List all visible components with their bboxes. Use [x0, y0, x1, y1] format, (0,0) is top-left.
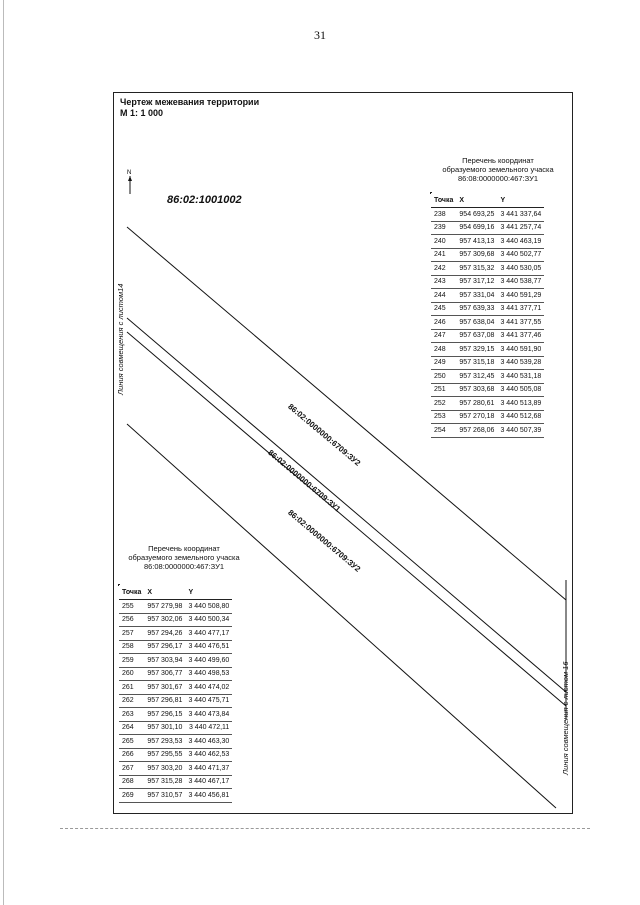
table-row: [119, 613, 232, 627]
cell-point: 243: [431, 275, 456, 289]
col-point: Точка: [431, 193, 456, 208]
cell-y: 3 441 337,64: [497, 208, 544, 222]
cell-x: 957 268,06: [456, 424, 497, 438]
bottom-coordinate-table: [118, 584, 230, 799]
cell-y: 3 440 531,18: [497, 370, 544, 384]
cell-x: 957 296,81: [144, 694, 185, 708]
cell-x: 957 294,26: [144, 627, 185, 641]
cell-x: 957 637,08: [456, 329, 497, 343]
cell-y: 3 441 257,74: [497, 221, 544, 235]
cell-y: 3 440 476,51: [185, 640, 232, 654]
cell-x: 957 303,68: [456, 383, 497, 397]
col-x: X: [144, 585, 185, 600]
cell-point: 242: [431, 262, 456, 276]
cell-y: 3 440 505,08: [497, 383, 544, 397]
cell-point: 244: [431, 289, 456, 303]
cell-point: 263: [119, 708, 144, 722]
cell-point: 259: [119, 654, 144, 668]
cell-x: 957 280,61: [456, 397, 497, 411]
col-y: Y: [185, 585, 232, 600]
cell-y: 3 441 377,55: [497, 316, 544, 330]
cell-point: 256: [119, 613, 144, 627]
cell-point: 247: [431, 329, 456, 343]
north-label: N: [127, 170, 132, 176]
cell-point: 262: [119, 694, 144, 708]
bottom-coordinate-grid: [119, 585, 232, 803]
table-row: [119, 640, 232, 654]
table-row: [431, 343, 544, 357]
cell-point: 260: [119, 667, 144, 681]
top-table-caption: [428, 156, 568, 183]
table-row: [119, 694, 232, 708]
cell-y: 3 440 591,29: [497, 289, 544, 303]
cell-y: 3 440 500,34: [185, 613, 232, 627]
table-row: [119, 721, 232, 735]
cell-point: 269: [119, 789, 144, 803]
table-row: [431, 383, 544, 397]
cell-point: 264: [119, 721, 144, 735]
table-row: [431, 248, 544, 262]
parcel-label-zu2-lower: 86:02:0000000:6709:ЗУ2: [286, 508, 363, 574]
cell-y: 3 440 513,89: [497, 397, 544, 411]
table-row: [431, 275, 544, 289]
cell-point: 250: [431, 370, 456, 384]
cell-point: 253: [431, 410, 456, 424]
cell-point: 241: [431, 248, 456, 262]
cell-x: 957 293,53: [144, 735, 185, 749]
cell-y: 3 440 477,17: [185, 627, 232, 641]
table-row: [119, 667, 232, 681]
cell-x: 957 329,15: [456, 343, 497, 357]
table-row: [119, 748, 232, 762]
cell-point: 238: [431, 208, 456, 222]
cell-y: 3 440 502,77: [497, 248, 544, 262]
cell-x: 957 413,13: [456, 235, 497, 249]
cell-y: 3 440 463,19: [497, 235, 544, 249]
cell-x: 957 296,15: [144, 708, 185, 722]
cell-y: 3 440 475,71: [185, 694, 232, 708]
cell-x: 957 310,57: [144, 789, 185, 803]
table-row: [431, 329, 544, 343]
cell-point: 251: [431, 383, 456, 397]
cell-x: 957 295,55: [144, 748, 185, 762]
cell-x: 957 317,12: [456, 275, 497, 289]
cell-point: 246: [431, 316, 456, 330]
cell-x: 957 315,28: [144, 775, 185, 789]
cell-y: 3 440 463,30: [185, 735, 232, 749]
bottom-table-caption: [114, 544, 254, 571]
cell-point: 266: [119, 748, 144, 762]
cell-y: 3 440 512,68: [497, 410, 544, 424]
table-row: [431, 424, 544, 438]
parcel-label-zu1: 86:02:0000000:6709:ЗУ1: [266, 448, 343, 514]
table-row: [119, 708, 232, 722]
title-line-2: М 1: 1 000: [120, 108, 164, 118]
table-row: [119, 627, 232, 641]
table-row: [119, 789, 232, 803]
col-y: Y: [497, 193, 544, 208]
cell-y: 3 440 530,05: [497, 262, 544, 276]
cell-point: 255: [119, 600, 144, 614]
cell-x: 957 301,67: [144, 681, 185, 695]
cell-x: 957 270,18: [456, 410, 497, 424]
cell-x: 954 693,25: [456, 208, 497, 222]
cell-point: 240: [431, 235, 456, 249]
table-row: [119, 681, 232, 695]
cell-x: 957 306,77: [144, 667, 185, 681]
caption-line: 86:08:0000000:467:ЗУ1: [457, 174, 539, 183]
cell-y: 3 440 508,80: [185, 600, 232, 614]
cell-y: 3 440 507,39: [497, 424, 544, 438]
table-row: [431, 208, 544, 222]
cell-y: 3 440 473,84: [185, 708, 232, 722]
table-row: [431, 316, 544, 330]
caption-line: Перечень координат: [148, 544, 220, 553]
left-junction-label: Линия совмещения с листом14: [116, 283, 125, 395]
col-x: X: [456, 193, 497, 208]
caption-line: Перечень координат: [462, 156, 534, 165]
table-row: [431, 221, 544, 235]
table-row: [431, 235, 544, 249]
cell-point: 265: [119, 735, 144, 749]
parcel-label-zu2-upper: 86:02:0000000:6709:ЗУ2: [286, 402, 363, 468]
cell-x: 957 638,04: [456, 316, 497, 330]
cell-y: 3 440 591,90: [497, 343, 544, 357]
cell-y: 3 440 474,02: [185, 681, 232, 695]
cell-point: 252: [431, 397, 456, 411]
cell-x: 957 303,20: [144, 762, 185, 776]
table-row: [431, 410, 544, 424]
caption-line: образуемого земельного учаска: [128, 553, 240, 562]
table-row: [431, 356, 544, 370]
cell-y: 3 441 377,46: [497, 329, 544, 343]
table-row: [431, 302, 544, 316]
cell-y: 3 440 538,77: [497, 275, 544, 289]
cell-x: 957 315,32: [456, 262, 497, 276]
table-row: [431, 262, 544, 276]
cell-point: 249: [431, 356, 456, 370]
right-junction-label: Линия совмещения с листом 16: [561, 661, 570, 775]
cell-x: 957 279,98: [144, 600, 185, 614]
table-row: [119, 775, 232, 789]
cell-y: 3 440 498,53: [185, 667, 232, 681]
cell-point: 248: [431, 343, 456, 357]
table-row: [119, 762, 232, 776]
col-point: Точка: [119, 585, 144, 600]
table-row: [119, 654, 232, 668]
title-line-1: Чертеж межевания территории: [120, 97, 260, 107]
cell-point: 254: [431, 424, 456, 438]
cell-x: 957 331,04: [456, 289, 497, 303]
cell-y: 3 440 467,17: [185, 775, 232, 789]
caption-line: образуемого земельного учаска: [442, 165, 554, 174]
cell-x: 957 296,17: [144, 640, 185, 654]
cell-x: 957 309,68: [456, 248, 497, 262]
top-coordinate-table: [430, 192, 542, 434]
top-coordinate-grid: [431, 193, 544, 438]
cell-x: 957 303,94: [144, 654, 185, 668]
table-row: [431, 289, 544, 303]
cell-point: 258: [119, 640, 144, 654]
cell-x: 957 302,06: [144, 613, 185, 627]
cell-x: 957 312,45: [456, 370, 497, 384]
parcel-main-number: 86:02:1001002: [167, 194, 242, 206]
page-number: 31: [314, 28, 326, 42]
cell-x: 954 699,16: [456, 221, 497, 235]
caption-line: 86:08:0000000:467:ЗУ1: [143, 562, 225, 571]
cell-y: 3 440 499,60: [185, 654, 232, 668]
cell-y: 3 440 472,11: [185, 721, 232, 735]
cell-point: 267: [119, 762, 144, 776]
cell-point: 239: [431, 221, 456, 235]
table-row: [119, 600, 232, 614]
table-row: [119, 735, 232, 749]
cell-point: 257: [119, 627, 144, 641]
cell-x: 957 315,18: [456, 356, 497, 370]
cell-x: 957 301,10: [144, 721, 185, 735]
table-row: [431, 397, 544, 411]
table-row: [431, 370, 544, 384]
cell-point: 268: [119, 775, 144, 789]
cell-y: 3 440 539,28: [497, 356, 544, 370]
cell-y: 3 440 462,53: [185, 748, 232, 762]
cell-y: 3 440 456,81: [185, 789, 232, 803]
cell-y: 3 440 471,37: [185, 762, 232, 776]
cell-point: 245: [431, 302, 456, 316]
cell-point: 261: [119, 681, 144, 695]
footer-rule: [60, 828, 590, 829]
cell-x: 957 639,33: [456, 302, 497, 316]
cell-y: 3 441 377,71: [497, 302, 544, 316]
